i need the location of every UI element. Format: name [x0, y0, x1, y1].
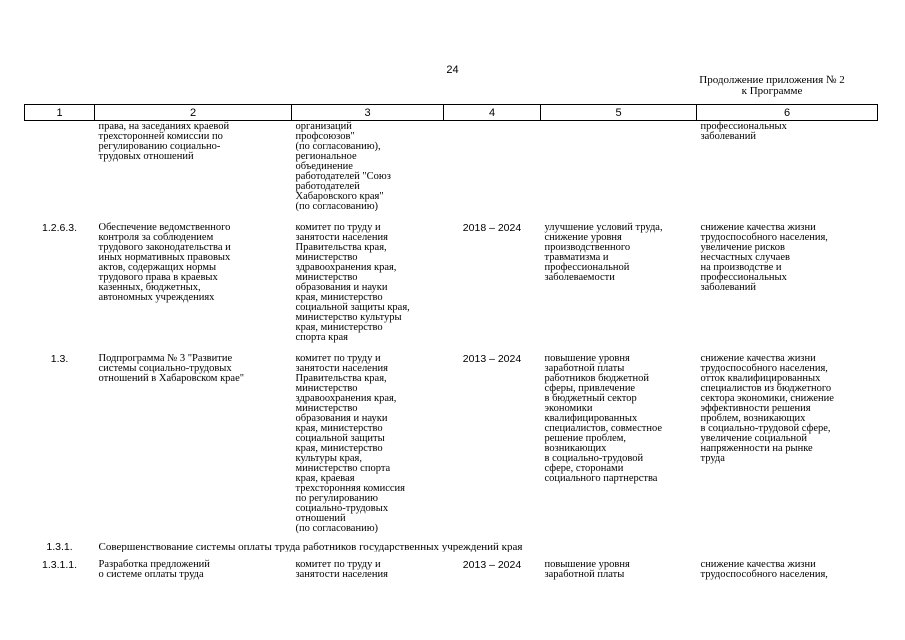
section-title: Совершенствование системы оплаты труда работников государственных учреждений края [98, 541, 523, 552]
section-row [25, 534, 878, 552]
header-cell-3: 3 [292, 105, 444, 121]
header-cell-6: 6 [697, 105, 878, 121]
measure-name: права, на заседаниях краевой трехсторонней комиссии по регулированию социально- трудовых отношений [98, 121, 230, 162]
row-number: 1.3.1.1. [41, 559, 78, 571]
executors: организаций профсоюзов" (по согласованию), региональное объединение работодателей "Союз работодателей Хабаровского края" (по согласованию) [295, 121, 391, 212]
program-table [24, 104, 878, 580]
expected-result: повышение уровня заработной платы [544, 559, 630, 580]
executors: комитет по труду и занятости населения [295, 559, 388, 580]
period: 2013 – 2024 [462, 559, 522, 571]
header-cell-4: 4 [444, 105, 541, 121]
consequences: профессиональных заболеваний [700, 121, 787, 142]
row-number: 1.2.6.3. [41, 222, 78, 234]
period: 2013 – 2024 [462, 353, 522, 365]
consequences: снижение качества жизни трудоспособного населения, увеличение рисков несчастных случаев на производстве и профессиональных заболеваний [700, 222, 828, 293]
table-row [25, 121, 878, 213]
executors: комитет по труду и занятости населения Правительства края, министерство здравоохранения края, министерство образования и науки края, министерство социальной защиты края, министерство культуры края, министерство спорта края, краевая трехсторонняя комиссия по регулированию социально-трудовых отношений (по согласованию) [295, 353, 405, 534]
header-row [25, 105, 878, 121]
measure-name: Подпрограмма № 3 "Развитие системы социально-трудовых отношений в Хабаровском крае" [98, 353, 245, 384]
measure-name: Обеспечение ведомственного контроля за соблюдением трудового законодательства и иных нормативных правовых актов, содержащих нормы трудового права в краевых казенных, бюджетных, автономных учреждениях [98, 222, 231, 303]
consequences: снижение качества жизни трудоспособного населения, [700, 559, 828, 580]
row-number [25, 121, 95, 213]
measure-name: Разработка предложений о системе оплаты труда [98, 559, 210, 580]
table-row [25, 212, 878, 343]
row-number: 1.3.1. [46, 541, 73, 552]
expected-result [541, 121, 697, 213]
expected-result: улучшение условий труда, снижение уровня производственного травматизма и профессиональной заболеваемости [544, 222, 663, 283]
executors: комитет по труду и занятости населения Правительства края, министерство здравоохранения края, министерство образования и науки края, министерство социальной защиты края, министерство культуры края, министерство спорта края [295, 222, 410, 343]
appendix-note: Продолжение приложения № 2 к Программе [699, 74, 845, 97]
page-number: 24 [446, 64, 459, 76]
header-cell-1: 1 [25, 105, 95, 121]
period [444, 121, 541, 213]
table-row [25, 343, 878, 534]
header-cell-2: 2 [95, 105, 292, 121]
table-row [25, 552, 878, 580]
period: 2018 – 2024 [462, 222, 522, 234]
row-number: 1.3. [50, 353, 69, 365]
consequences: снижение качества жизни трудоспособного населения, отток квалифицированных специалистов из бюджетного сектора экономики, снижение эффективности решения проблем, возникающих в социально-трудовой сфере, увеличение социальной напряженности на рынке труда [700, 353, 834, 464]
expected-result: повышение уровня заработной платы работников бюджетной сферы, привлечение в бюджетный сектор экономики квалифицированных специалистов, совместное решение проблем, возникающих в социально-трудовой сфере, сторонами социального партнерства [544, 353, 663, 484]
header-cell-5: 5 [541, 105, 697, 121]
